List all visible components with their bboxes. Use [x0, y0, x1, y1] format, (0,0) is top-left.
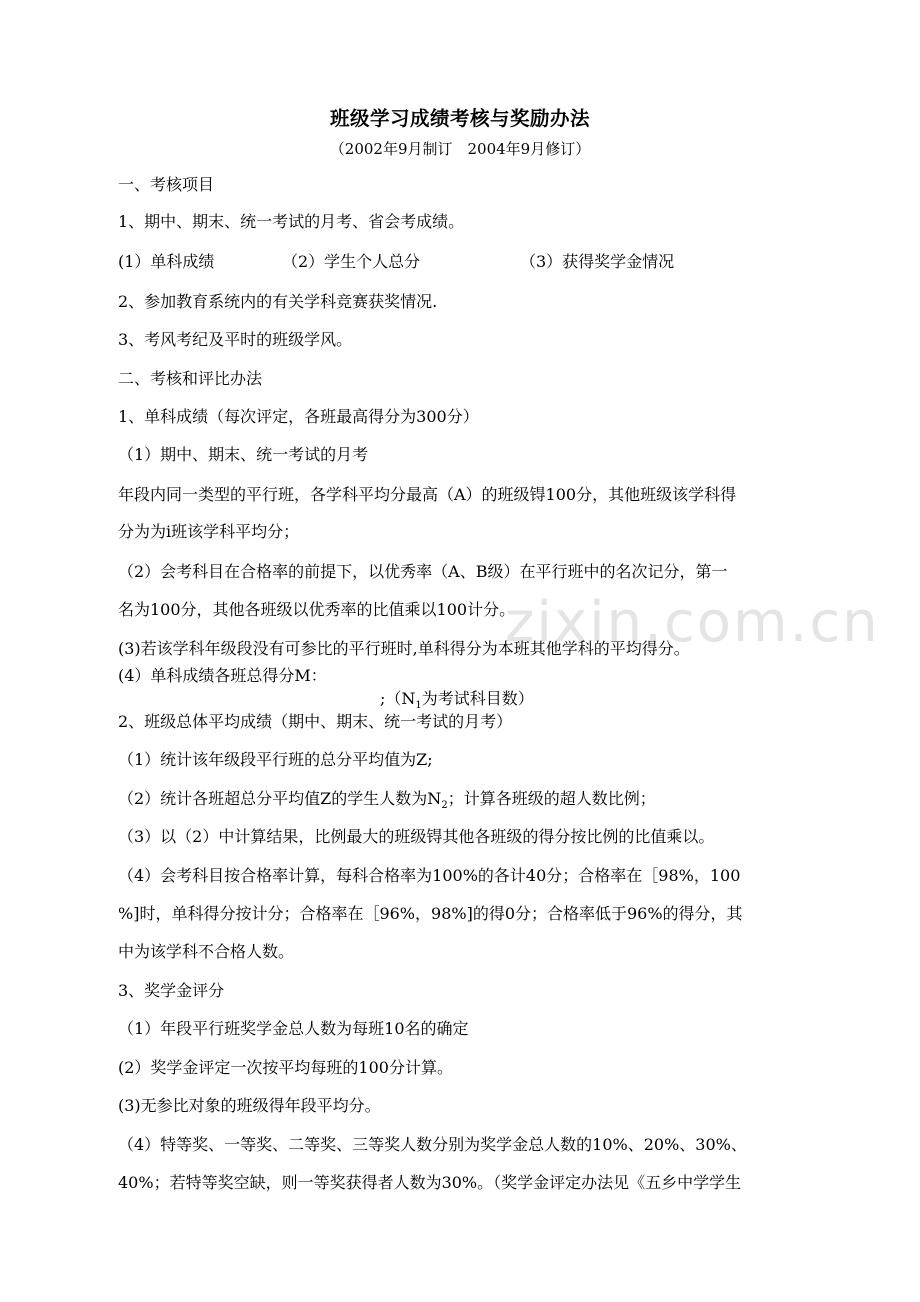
paragraph-line: (3)无参比对象的班级得年段平均分。 — [118, 1096, 381, 1115]
paragraph-line: 3、考风考纪及平时的班级学风。 — [118, 330, 353, 349]
section-heading-1: 一、考核项目 — [118, 175, 215, 194]
formula-note: $;(N_1$为考试科目数） — [380, 689, 534, 712]
paragraph-line: （2）会考科目在合格率的前提下，以优秀率（A、B级）在平行班中的名次记分，第一 — [118, 562, 728, 581]
section-heading-2: 二、考核和评比办法 — [118, 369, 263, 388]
paragraph-line: （1）期中、期末、统一考试的月考 — [118, 445, 369, 464]
watermark: zixin.com.cn — [505, 590, 880, 655]
paragraph-line: 中为该学科不合格人数。 — [118, 942, 295, 961]
paragraph-line: （1）年段平行班奖学金总人数为每班10名的确定 — [118, 1019, 469, 1038]
paragraph-line: 2、班级总体平均成绩（期中、期末、统一考试的月考） — [118, 712, 513, 731]
paragraph-line: 2、参加教育系统内的有关学科竞赛获奖情况. — [118, 292, 438, 311]
paragraph-line: 年段内同一类型的平行班，各学科平均分最高（A）的班级锝100分，其他班级该学科得 — [118, 485, 737, 504]
paragraph-line: 1、单科成绩（每次评定，各班最高得分为300分） — [118, 407, 479, 426]
section-heading-3: 3、奖学金评分 — [118, 981, 225, 1000]
paragraph-line: 40%；若特等奖空缺，则一等奖获得者人数为30%。（奖学金评定办法见《五乡中学学生 — [118, 1173, 742, 1192]
document-title: 班级学习成绩考核与奖励办法 — [329, 107, 590, 130]
list-item: （3）获得奖学金情况 — [520, 252, 675, 271]
paragraph-line: %]时，单科得分按计分；合格率在［96%，98%]的得0分；合格率低于96%的得分，其 — [118, 904, 743, 923]
list-item: (1）单科成绩 — [118, 252, 215, 271]
paragraph-line: 名为100分，其他各班级以优秀率的比值乘以100计分。 — [118, 600, 516, 619]
paragraph-line: (4）单科成绩各班总得分M： — [118, 666, 327, 685]
paragraph-line: （4）会考科目按合格率计算，每科合格率为100%的各计40分；合格率在［98%，100 — [118, 866, 741, 885]
paragraph-line: （4）特等奖、一等奖、二等奖、三等奖人数分别为奖学金总人数的10%、20%、30%、 — [118, 1135, 747, 1154]
paragraph-line: （1）统计该年级段平行班的总分平均值为Z; — [118, 750, 433, 769]
paragraph-line: 分为为i班该学科平均分； — [118, 522, 300, 541]
paragraph-line: （3）以（2）中计算结果，比例最大的班级锝其他各班级的得分按比例的比值乘以。 — [118, 827, 715, 846]
document-subtitle: （2002年9月制订 2004年9月修订） — [329, 140, 591, 158]
paragraph-line: (3)若该学科年级段没有可参比的平行班时,单科得分为本班其他学科的平均得分。 — [118, 639, 690, 658]
paragraph-line: （2）统计各班超总分平均值Z的学生人数为$N_2$；计算各班级的超人数比例； — [118, 789, 656, 812]
list-item: （2）学生个人总分 — [282, 252, 421, 271]
paragraph-line: (2）奖学金评定一次按平均每班的100分计算。 — [118, 1058, 453, 1077]
paragraph-line: 1、期中、期末、统一考试的月考、省会考成绩。 — [118, 212, 465, 231]
